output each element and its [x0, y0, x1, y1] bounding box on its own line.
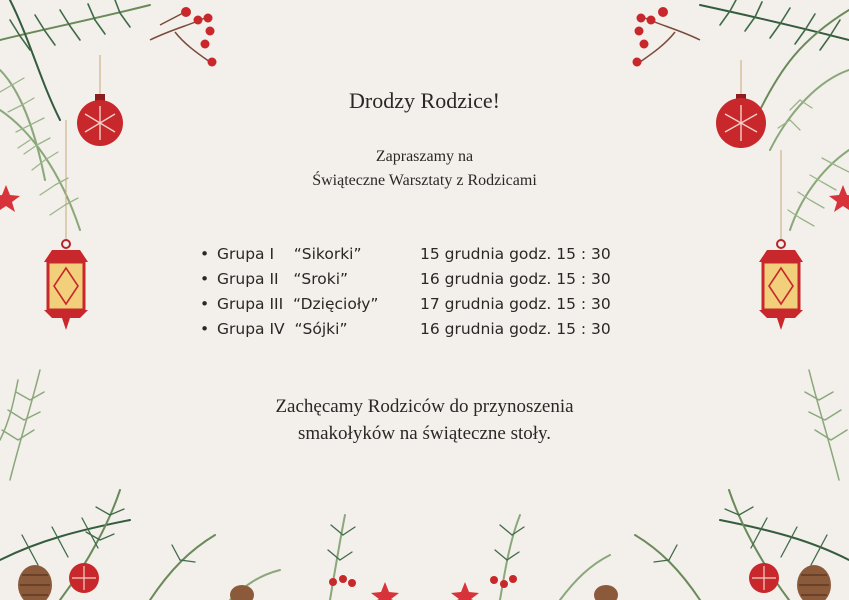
- pinecone-icon: [594, 585, 618, 600]
- bullet-icon: •: [200, 295, 210, 313]
- bullet-icon: •: [200, 270, 210, 288]
- list-item: [200, 267, 660, 292]
- pinecone-icon: [230, 585, 254, 600]
- berry-sprig-icon: [329, 575, 517, 588]
- note-line: Zachęcamy Rodziców do przynoszenia: [275, 396, 574, 417]
- invitation-text: [0, 145, 849, 193]
- group-date: 16 grudnia godz. 15 : 30: [420, 270, 611, 288]
- group-name: Grupa I “Sikorki”: [217, 245, 362, 263]
- list-item: [200, 242, 660, 267]
- pine-branch-icon: [700, 5, 849, 230]
- pine-branch-icon: [0, 0, 150, 230]
- list-item: [200, 292, 660, 317]
- group-name: Grupa IV “Sójki”: [217, 320, 348, 338]
- bullet-icon: •: [200, 320, 210, 338]
- list-item: [200, 317, 660, 342]
- group-schedule-list: [200, 242, 660, 342]
- pine-branch-icon: [0, 490, 849, 600]
- group-name: Grupa II “Sroki”: [217, 270, 349, 288]
- pinecone-icon: [797, 565, 831, 600]
- invitation-line: Zapraszamy na: [375, 148, 474, 165]
- greeting-heading: Drodzy Rodzice!: [349, 88, 500, 113]
- group-date: 15 grudnia godz. 15 : 30: [420, 245, 611, 263]
- group-date: 16 grudnia godz. 15 : 30: [420, 320, 611, 338]
- ornament-ball-icon: [69, 563, 99, 593]
- pinecone-icon: [18, 565, 52, 600]
- group-date: 17 grudnia godz. 15 : 30: [420, 295, 611, 313]
- berry-sprig-icon: [633, 7, 701, 67]
- star-icon: [371, 582, 479, 600]
- parents-note: [0, 393, 849, 447]
- ornament-ball-icon: [749, 563, 779, 593]
- bullet-icon: •: [200, 245, 210, 263]
- berry-sprig-icon: [150, 7, 217, 67]
- workshop-title: Świąteczne Warsztaty z Rodzicami: [312, 172, 537, 189]
- group-name: Grupa III “Dzięcioły”: [217, 295, 379, 313]
- note-line: smakołyków na świąteczne stoły.: [297, 423, 552, 444]
